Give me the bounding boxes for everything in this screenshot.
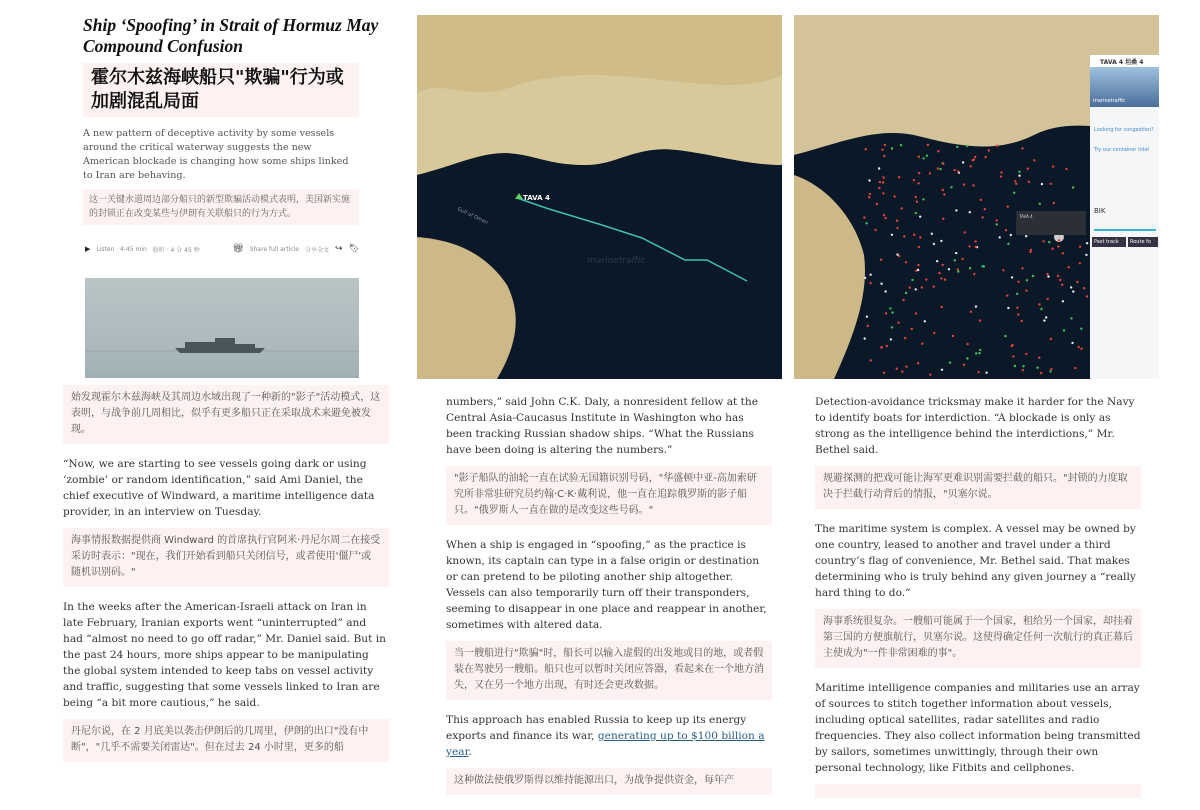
vessel-marker[interactable] (982, 216, 984, 218)
vessel-marker[interactable] (1018, 171, 1020, 173)
vessel-marker[interactable] (893, 195, 895, 197)
vessel-track (517, 198, 747, 281)
vessel-marker[interactable] (1078, 346, 1080, 348)
vessel-marker[interactable] (1057, 275, 1059, 277)
vessel-marker[interactable] (870, 359, 872, 361)
paragraph-zh: 海事情报数据提供商 Windward 的首席执行官阿米·丹尼尔周二在接受采访时表示："现在，我们开始看到船只关闭信号，或者使用'僵尸'或随机识别码。" (63, 528, 389, 587)
paragraph-zh: 当一艘船进行"欺骗"时，船长可以输入虚假的出发地或目的地，或者假装在驾驶另一艘船。船只也可以暂时关闭应答器，看起来在一个地方消失，又在另一个地方出现，有时还会更改数据。 (446, 641, 772, 700)
vessel-marker[interactable] (1013, 192, 1015, 194)
vessel-marker[interactable] (1002, 269, 1004, 271)
vessel-marker[interactable] (1050, 368, 1052, 370)
vessel-marker[interactable] (915, 288, 917, 290)
voyage-progress (1094, 229, 1156, 231)
headline-zh: 霍尔木兹海峡船只"欺骗"行为或加剧混乱局面 (83, 63, 359, 117)
paragraph-zh: 丹尼尔说，在 2 月底美以袭击伊朗后的几周里，伊朗的出口"没有中断"，"几乎不需要关闭雷达"。但在过去 24 小时里，更多的船 (63, 719, 389, 762)
vessel-label: TAVA 4 (523, 194, 550, 202)
container-intel-link[interactable]: Try our container intel (1094, 147, 1150, 153)
vessel-marker[interactable] (1000, 171, 1002, 173)
vessel-photo: marinetraffic (1090, 67, 1159, 107)
vessel-marker[interactable] (1070, 286, 1072, 288)
vessel-marker[interactable] (1072, 290, 1074, 292)
vessel-marker[interactable] (865, 148, 867, 150)
vessel-marker[interactable] (943, 193, 945, 195)
vessel-marker[interactable] (966, 343, 968, 345)
vessel-marker[interactable] (968, 245, 970, 247)
paragraph: Maritime intelligence companies and militaries use an array of sources to stitch together information about vessels, including optical satellites, radar satellites and radio frequencies. They also collect information being transmitted by sailors, sometimes unwittingly, through their own personal technology, like Fitbits and cellphones. (815, 682, 1141, 774)
vessel-marker[interactable] (896, 227, 898, 229)
vessel-marker[interactable] (902, 299, 904, 301)
vessel-marker[interactable] (1050, 183, 1052, 185)
vessel-marker[interactable] (942, 189, 944, 191)
vessel-marker[interactable] (975, 305, 977, 307)
vessel-marker[interactable] (901, 207, 903, 209)
vessel-marker[interactable] (1071, 342, 1073, 344)
listen-label-zh[interactable]: 收听 · 4 分 45 秒 (152, 246, 200, 254)
vessel-marker[interactable] (890, 338, 892, 340)
summary-zh: 这一关键水道周边部分船只的新型欺骗活动模式表明，美国新实施的封锁正在改变某些与伊朗有关联船只的行为方式。 (83, 189, 359, 225)
vessel-marker[interactable] (931, 233, 933, 235)
vessel-marker[interactable] (955, 209, 957, 211)
vessel-marker[interactable] (944, 279, 946, 281)
vessel-marker[interactable] (942, 218, 944, 220)
vessel-marker[interactable] (1080, 328, 1082, 330)
vessel-marker[interactable] (905, 365, 907, 367)
vessel-marker[interactable] (1050, 338, 1052, 340)
vessel-marker[interactable] (999, 236, 1001, 238)
vessel-marker[interactable] (911, 279, 913, 281)
vessel-marker[interactable] (961, 258, 963, 260)
vessel-marker[interactable] (973, 273, 975, 275)
vessel-marker[interactable] (1038, 303, 1040, 305)
vessel-marker[interactable] (905, 261, 907, 263)
vessel-marker[interactable] (937, 150, 939, 152)
vessel-marker[interactable] (983, 265, 985, 267)
paragraph-zh: 这种做法使俄罗斯得以维持能源出口，为战争提供资金，每年产 (446, 768, 772, 795)
vessel-track-map[interactable] (417, 15, 782, 379)
vessel-marker[interactable] (955, 252, 957, 254)
vessel-marker[interactable] (1014, 180, 1016, 182)
vessel-marker[interactable] (933, 285, 935, 287)
ship-on-horizon (85, 278, 359, 378)
vessel-marker[interactable] (948, 268, 950, 270)
vessel-marker[interactable] (1080, 348, 1082, 350)
vessel-marker[interactable] (926, 155, 928, 157)
vessel-marker[interactable] (979, 319, 981, 321)
vessel-marker[interactable] (980, 199, 982, 201)
vessel-marker[interactable] (1043, 319, 1045, 321)
article-photo (85, 278, 359, 378)
vessel-marker[interactable] (1029, 251, 1031, 253)
vessel-marker[interactable] (863, 216, 865, 218)
vessel-marker[interactable] (922, 157, 924, 159)
vessel-marker[interactable] (1057, 245, 1059, 247)
vessel-tooltip: TAVA 4 (1016, 211, 1086, 235)
vessel-marker[interactable] (1022, 365, 1024, 367)
vessel-marker[interactable] (957, 268, 959, 270)
vessel-marker[interactable] (1040, 372, 1042, 374)
vessel-marker[interactable] (949, 361, 951, 363)
vessel-marker[interactable] (1021, 267, 1023, 269)
vessel-marker[interactable] (952, 335, 954, 337)
vessel-marker[interactable] (927, 144, 929, 146)
vessel-marker[interactable] (897, 322, 899, 324)
vessel-marker[interactable] (878, 167, 880, 169)
vessel-marker[interactable] (1017, 313, 1019, 315)
vessel-marker[interactable] (884, 144, 886, 146)
vessel-marker[interactable] (1007, 243, 1009, 245)
vessel-marker[interactable] (1030, 249, 1032, 251)
vessel-marker[interactable] (880, 283, 882, 285)
vessel-marker[interactable] (1018, 175, 1020, 177)
vessel-marker[interactable] (917, 264, 919, 266)
vessel-icon[interactable] (515, 193, 523, 199)
share-full-article-zh[interactable]: 分享全文 (305, 246, 330, 254)
vessel-marker[interactable] (937, 167, 939, 169)
vessel-marker[interactable] (941, 369, 943, 371)
vessel-marker[interactable] (1015, 183, 1017, 185)
vessel-marker[interactable] (1021, 320, 1023, 322)
paragraph: The maritime system is complex. A vessel may be owned by one country, leased to another and travel under a third country’s flag of convenience, Mr. Bethel said. That makes determining who is truly behind any given journey a “really hard thing to do.” (815, 523, 1136, 599)
vessel-marker[interactable] (918, 246, 920, 248)
vessel-marker[interactable] (909, 287, 911, 289)
vessel-marker[interactable] (1062, 252, 1064, 254)
vessel-marker[interactable] (942, 163, 944, 165)
past-track-button[interactable]: Past track (1092, 237, 1126, 247)
vessel-marker[interactable] (915, 196, 917, 198)
vessel-marker[interactable] (911, 328, 913, 330)
vessel-marker[interactable] (966, 357, 968, 359)
vessel-marker[interactable] (891, 311, 893, 313)
vessel-marker[interactable] (883, 372, 885, 374)
vessel-marker[interactable] (977, 371, 979, 373)
vessel-marker[interactable] (972, 184, 974, 186)
vessel-marker[interactable] (1025, 235, 1027, 237)
vessel-marker[interactable] (869, 274, 871, 276)
vessel-marker[interactable] (975, 240, 977, 242)
vessel-marker[interactable] (921, 286, 923, 288)
congestion-link[interactable]: Looking for congestion? (1094, 127, 1154, 133)
vessel-marker[interactable] (864, 277, 866, 279)
vessel-marker[interactable] (979, 349, 981, 351)
vessel-marker[interactable] (1048, 241, 1050, 243)
vessel-marker[interactable] (1085, 254, 1087, 256)
play-icon[interactable]: ▶ (85, 245, 91, 253)
vessel-marker[interactable] (864, 337, 866, 339)
vessel-marker[interactable] (880, 346, 882, 348)
vessel-marker[interactable] (1040, 308, 1042, 310)
vessel-marker[interactable] (929, 172, 931, 174)
vessel-marker[interactable] (975, 246, 977, 248)
vessel-marker[interactable] (903, 235, 905, 237)
vessel-marker[interactable] (865, 222, 867, 224)
vessel-marker[interactable] (970, 311, 972, 313)
vessel-marker[interactable] (883, 214, 885, 216)
vessel-marker[interactable] (1062, 300, 1064, 302)
vessel-marker[interactable] (1016, 307, 1018, 309)
vessel-marker[interactable] (878, 187, 880, 189)
vessel-marker[interactable] (919, 216, 921, 218)
vessel-marker[interactable] (972, 159, 974, 161)
vessel-marker[interactable] (868, 196, 870, 198)
vessel-marker[interactable] (1045, 316, 1047, 318)
land-oman (417, 237, 516, 379)
vessel-marker[interactable] (884, 217, 886, 219)
paragraph-zh: 始发现霍尔木兹海峡及其周边水域出现了一种新的"影子"活动模式，这表明，与战争前几周相比，似乎有更多船只正在采取战术来避免被发现。 (63, 385, 389, 444)
vessel-marker[interactable] (1072, 186, 1074, 188)
vessel-marker[interactable] (882, 176, 884, 178)
vessel-marker[interactable] (996, 223, 998, 225)
paragraph-zh (815, 784, 1141, 798)
vessel-marker[interactable] (962, 161, 964, 163)
summary: A new pattern of deceptive activity by some vessels around the critical waterway suggests the new American blockade is changing how some ships linked to Iran are behaving. (83, 128, 349, 181)
vessel-marker[interactable] (1061, 284, 1063, 286)
vessel-marker[interactable] (957, 270, 959, 272)
vessel-marker[interactable] (889, 307, 891, 309)
vessel-marker[interactable] (1027, 168, 1029, 170)
vessel-marker[interactable] (913, 179, 915, 181)
vessel-marker[interactable] (1005, 229, 1007, 231)
vessel-marker[interactable] (1046, 273, 1048, 275)
vessel-marker[interactable] (969, 267, 971, 269)
vessel-marker[interactable] (891, 234, 893, 236)
article-column-3 (815, 394, 1141, 810)
vessel-marker[interactable] (939, 168, 941, 170)
vessel-marker[interactable] (940, 240, 942, 242)
vessel-marker[interactable] (950, 186, 952, 188)
vessel-marker[interactable] (1000, 175, 1002, 177)
vessel-marker[interactable] (984, 208, 986, 210)
vessel-marker[interactable] (938, 272, 940, 274)
article-column-1 (63, 385, 389, 774)
vessel-marker[interactable] (1086, 295, 1088, 297)
vessel-marker[interactable] (1038, 357, 1040, 359)
vessel-marker[interactable] (933, 243, 935, 245)
vessel-marker[interactable] (869, 282, 871, 284)
vessel-marker[interactable] (1047, 298, 1049, 300)
vessel-marker[interactable] (1053, 202, 1055, 204)
vessel-marker[interactable] (882, 181, 884, 183)
panel-header: TAVA 4 坦桑 4 (1090, 55, 1159, 67)
vessel-marker[interactable] (969, 211, 971, 213)
vessel-marker[interactable] (1017, 281, 1019, 283)
paragraph-zh: 海事系统很复杂。一艘船可能属于一个国家，租给另一个国家，却挂着第三国的方便旗航行，贝塞尔说。这使得确定任何一次航行的真正幕后主使成为"一件非常困难的事"。 (815, 609, 1141, 668)
vessel-marker[interactable] (970, 165, 972, 167)
vessel-marker[interactable] (995, 219, 997, 221)
vessel-marker[interactable] (974, 156, 976, 158)
vessel-marker[interactable] (898, 176, 900, 178)
vessel-marker[interactable] (913, 234, 915, 236)
vessel-marker[interactable] (868, 179, 870, 181)
vessel-marker[interactable] (1079, 246, 1081, 248)
land-oman (794, 175, 865, 379)
watermark: marinetraffic (587, 256, 646, 266)
vessel-marker[interactable] (963, 183, 965, 185)
vessel-marker[interactable] (975, 352, 977, 354)
vessel-marker[interactable] (916, 201, 918, 203)
paragraph: This approach has enabled Russia to keep up its energy exports and finance its war, generating up to $100 billion a year. (446, 714, 765, 758)
vessel-marker[interactable] (957, 170, 959, 172)
vessel-marker[interactable] (1026, 279, 1028, 281)
vessel-marker[interactable] (1011, 276, 1013, 278)
vessel-marker[interactable] (1014, 365, 1016, 367)
vessel-marker[interactable] (978, 352, 980, 354)
vessel-marker[interactable] (915, 212, 917, 214)
vessel-marker[interactable] (1049, 370, 1051, 372)
vessel-marker[interactable] (933, 332, 935, 334)
vessel-marker[interactable] (956, 146, 958, 148)
vessel-marker[interactable] (1033, 159, 1035, 161)
vessel-marker[interactable] (1058, 239, 1060, 241)
paragraph-zh: 规避探测的把戏可能让海军更难识别需要拦截的船只。"封锁的力度取决于拦截行动背后的情报，"贝塞尔说。 (815, 466, 1141, 509)
vessel-marker[interactable] (929, 374, 931, 376)
vessel-marker[interactable] (984, 156, 986, 158)
vessel-marker[interactable] (1047, 275, 1049, 277)
vessel-marker[interactable] (936, 260, 938, 262)
vessel-marker[interactable] (879, 181, 881, 183)
vessel-marker[interactable] (1012, 355, 1014, 357)
vessel-marker[interactable] (1016, 293, 1018, 295)
route-button[interactable]: Route fo (1128, 237, 1158, 247)
vessel-marker[interactable] (884, 290, 886, 292)
paragraph: “Now, we are starting to see vessels going dark or using ‘zombie’ or random identification,” said Ami Daniel, the chief executive of Windward, a maritime intelligence data provider, in an interview on Tuesday. (63, 458, 375, 518)
vessel-marker[interactable] (901, 371, 903, 373)
vessel-marker[interactable] (1025, 290, 1027, 292)
vessel-marker[interactable] (1010, 234, 1012, 236)
paragraph: In the weeks after the American-Israeli attack on Iran in late February, Iranian exports went “uninterrupted” and had “almost no need to go off radar,” Mr. Daniel said. But in the past 24 hours, more ships appear to be manipulating the global system intended to keep tabs on vessel activity and traffic, suggesting that some vessels linked to Iran are being “a bit more cautious,” he said. (63, 601, 386, 709)
vessel-marker[interactable] (876, 203, 878, 205)
vessel-marker[interactable] (1004, 335, 1006, 337)
vessel-marker[interactable] (985, 372, 987, 374)
vessel-marker[interactable] (1051, 248, 1053, 250)
vessel-marker[interactable] (988, 149, 990, 151)
paragraph: Detection-avoidance tricksmay make it harder for the Navy to identify boats for interdiction. “A blockade is only as strong as the intelligence behind the interdictions,” Mr. Bethel said. (815, 396, 1135, 456)
article-header (63, 15, 389, 225)
vessel-marker[interactable] (954, 169, 956, 171)
paragraph: numbers,” said John C.K. Daly, a nonresident fellow at the Central Asia-Caucasus Institute in Washington who has been tracking Russian shadow ships. “What the Russians have been doing is altering the numbers.” (446, 396, 759, 456)
vessel-marker[interactable] (896, 220, 898, 222)
vessel-marker[interactable] (866, 316, 868, 318)
vessel-marker[interactable] (1063, 329, 1065, 331)
vessel-marker[interactable] (1022, 369, 1024, 371)
vessel-marker[interactable] (940, 277, 942, 279)
vessel-marker[interactable] (1068, 266, 1070, 268)
vessel-marker[interactable] (1052, 165, 1054, 167)
share-icon[interactable]: ↪ (335, 244, 343, 254)
vessel-marker[interactable] (904, 337, 906, 339)
share-full-article-button[interactable]: Share full article (249, 245, 299, 253)
vessel-marker[interactable] (917, 182, 919, 184)
vessel-marker[interactable] (1086, 242, 1088, 244)
vessel-marker[interactable] (1070, 317, 1072, 319)
vessel-marker[interactable] (1076, 281, 1078, 283)
vessel-marker[interactable] (921, 343, 923, 345)
vessel-marker[interactable] (1065, 168, 1067, 170)
vessel-marker[interactable] (1036, 367, 1038, 369)
vessel-marker[interactable] (918, 156, 920, 158)
vessel-marker[interactable] (900, 144, 902, 146)
vessel-marker[interactable] (966, 145, 968, 147)
vessel-marker[interactable] (917, 362, 919, 364)
vessel-info-panel[interactable] (1090, 57, 1159, 379)
vessel-marker[interactable] (924, 320, 926, 322)
vessel-marker[interactable] (996, 145, 998, 147)
paragraph: When a ship is engaged in “spoofing,” as the practice is known, its captain can type in a false origin or destination or can pretend to be piloting another ship altogether. Vessels can also temporarily turn off their transponders, seeming to disappear in one place and reappear in another, sometimes with altered data. (446, 539, 767, 631)
revenue-link[interactable]: generating up to $100 billion a year (446, 730, 765, 758)
vessel-marker[interactable] (919, 236, 921, 238)
vessel-marker[interactable] (886, 345, 888, 347)
vessel-marker[interactable] (1006, 294, 1008, 296)
vessel-marker[interactable] (941, 306, 943, 308)
vessel-marker[interactable] (964, 231, 966, 233)
vessel-marker[interactable] (905, 292, 907, 294)
vessel-marker[interactable] (918, 172, 920, 174)
vessel-marker[interactable] (1079, 262, 1081, 264)
vessel-marker[interactable] (1025, 353, 1027, 355)
vessel-marker[interactable] (963, 364, 965, 366)
vessel-marker[interactable] (867, 325, 869, 327)
vessel-marker[interactable] (917, 269, 919, 271)
gift-icon[interactable]: 🎁︎ (232, 244, 244, 254)
vessel-marker[interactable] (1028, 181, 1030, 183)
vessel-marker[interactable] (882, 192, 884, 194)
vessel-marker[interactable] (880, 259, 882, 261)
article-column-2 (446, 394, 772, 807)
vessel-marker[interactable] (925, 278, 927, 280)
vessel-marker[interactable] (891, 147, 893, 149)
vessel-marker[interactable] (1007, 205, 1009, 207)
vessel-marker[interactable] (881, 149, 883, 151)
vessel-marker[interactable] (1083, 287, 1085, 289)
vessel-marker[interactable] (954, 259, 956, 261)
vessel-marker[interactable] (1032, 275, 1034, 277)
sea-label: Gulf of Oman (456, 206, 489, 226)
vessel-marker[interactable] (869, 193, 871, 195)
vessel-marker[interactable] (891, 326, 893, 328)
vessel-marker[interactable] (1042, 240, 1044, 242)
vessel-marker[interactable] (1039, 203, 1041, 205)
destination-label: BIK (1094, 207, 1106, 215)
headline: Ship ‘Spoofing’ in Strait of Hormuz May Compound Confusion (83, 15, 379, 56)
article-toolbar (85, 244, 360, 254)
vessel-marker[interactable] (942, 264, 944, 266)
vessel-marker[interactable] (1074, 367, 1076, 369)
vessel-marker[interactable] (1007, 307, 1009, 309)
vessel-marker[interactable] (896, 253, 898, 255)
vessel-marker[interactable] (1021, 147, 1023, 149)
vessel-marker[interactable] (922, 198, 924, 200)
vessel-marker[interactable] (896, 368, 898, 370)
map-canvas[interactable] (417, 15, 782, 379)
vessel-marker[interactable] (915, 312, 917, 314)
paragraph-zh: "影子船队的油轮一直在试验无国籍识别号码，"华盛顿中亚-高加索研究所非常驻研究员约翰·C·K·戴利说，他一直在追踪俄罗斯的影子船只。"俄罗斯人一直在做的是改变这些号码。" (446, 466, 772, 525)
vessel-marker[interactable] (885, 312, 887, 314)
listen-label[interactable]: Listen · 4:45 min (96, 245, 147, 253)
bookmark-icon[interactable]: 🔖︎ (348, 244, 360, 254)
vessel-marker[interactable] (1011, 345, 1013, 347)
vessel-marker[interactable] (1041, 183, 1043, 185)
vessel-marker[interactable] (874, 229, 876, 231)
vessel-marker[interactable] (883, 155, 885, 157)
vessel-marker[interactable] (1059, 279, 1061, 281)
vessel-traffic-map[interactable] (794, 15, 1159, 379)
